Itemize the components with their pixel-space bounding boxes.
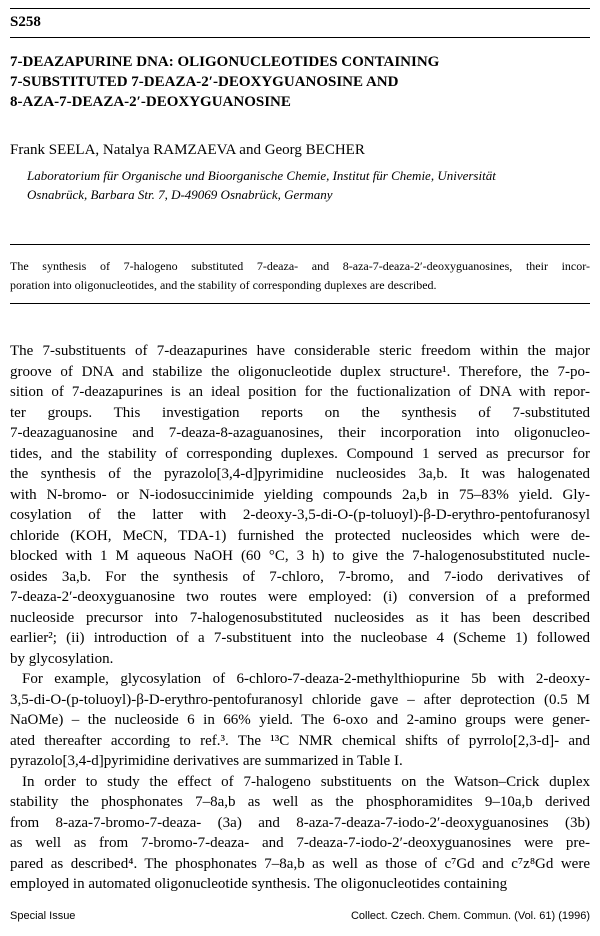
page-id: S258 [10,14,41,30]
body-line: For example, glycosylation of 6-chloro-7-deaza-2-methylthiopurine 5b with 2-deoxy- [22,671,590,687]
title-line: 7-SUBSTITUTED 7-DEAZA-2′-DEOXYGUANOSINE AND [10,74,399,90]
body-line: by glycosylation. [10,650,114,667]
abstract [10,257,590,295]
title-line: 7-DEAZAPURINE DNA: OLIGONUCLEOTIDES CONTAINING [10,54,440,70]
body-line: groove of DNA and stabilize the oligonucleotide duplex structure¹. Therefore, the 7-po- [10,363,590,380]
article-title [10,52,590,112]
footer-citation: Collect. Czech. Chem. Commun. (Vol. 61) (1996) [350,910,590,922]
body-line: chloride (KOH, MeCN, TDA-1) furnished the protected nucleosides which were de- [10,527,590,544]
body-line: ated thereafter according to ref.³. The ¹³C NMR chemical shifts of pyrrolo[2,3-d]- and [10,732,590,749]
authors: Frank SEELA, Natalya RAMZAEVA and Georg BECHER [10,142,365,158]
header-rule [10,37,590,38]
body-line: ter groups. This investigation reports on the synthesis of 7-substituted [10,404,590,421]
abstract-line: The synthesis of 7-halogeno substituted 7-deaza- and 8-aza-7-deaza-2′-deoxyguanosines, their incor- [10,259,590,273]
body-line: earlier²; (ii) introduction of a 7-substituent into the nucleobase 4 (Scheme 1) followed [10,630,590,646]
page [10,0,590,936]
affiliation-line: Laboratorium für Organische und Bioorganische Chemie, Institut für Chemie, Universität [27,168,496,183]
body-line: 7-deazaguanosine and 7-deaza-8-azaguanosines, their incorporation into oligonucleo- [10,425,590,441]
body-line: 3,5-di-O-(p-toluoyl)-β-D-erythro-pentofuranosyl chloride gave – after deprotection (0.5 M [10,691,590,708]
body-line: osides 3a,b. For the synthesis of 7-chloro, 7-bromo, and 7-iodo derivatives of [10,568,590,585]
body-line: as well as from 7-bromo-7-deaza- and 7-deaza-7-iodo-2′-deoxyguanosines were pre- [10,835,590,851]
abstract-bottom-rule [10,303,590,304]
body-line: the synthesis of the pyrazolo[3,4-d]pyrimidine nucleosides 3a,b. It was halogenated [10,466,590,482]
body-line: The 7-substituents of 7-deazapurines have considerable steric freedom within the major [10,343,590,359]
body-line: 7-deaza-2′-deoxyguanosine two routes were employed: (i) conversion of a preformed [10,589,590,605]
body-line: tides, and the stability of corresponding duplexes. Compound 1 served as precursor for [10,445,590,462]
body-line: with N-bromo- or N-iodosuccinimide yielding compounds 2a,b in 75–83% yield. Gly- [10,486,590,503]
body-line: blocked with 1 M aqueous NaOH (60 °C, 3 h) to give the 7-halogenosubstituted nucle- [10,548,590,564]
title-line: 8-AZA-7-DEAZA-2′-DEOXYGUANOSINE [10,94,291,110]
body-line: employed in automated oligonucleotide synthesis. The oligonucleotides containing [10,876,508,892]
abstract-line: poration into oligonucleotides, and the stability of corresponding duplexes are described. [10,278,437,292]
footer-journal-section: Special Issue [10,910,76,922]
body-line: stability the phosphonates 7–8a,b as well as the phosphoramidites 9–10a,b derived [10,794,590,810]
body-line: cosylation of the latter with 2-deoxy-3,5-di-O-(p-toluoyl)-β-D-erythro-pentofuranosyl [10,507,590,523]
body-text [10,341,590,895]
body-line: from 8-aza-7-bromo-7-deaza- (3a) and 8-aza-7-deaza-7-iodo-2′-deoxyguanosines (3b) [10,814,590,831]
body-line: In order to study the effect of 7-halogeno substituents on the Watson–Crick duplex [22,773,590,790]
body-line: pared as described⁴. The phosphonates 7–8a,b as well as those of c⁷Gd and c⁷z⁸Gd were [10,855,590,872]
body-line: pyrazolo[3,4-d]pyrimidine derivatives are summarized in Table I. [10,753,403,769]
body-line: sition of 7-deazapurines is an ideal position for the fuctionalization of DNA with repor- [10,384,590,400]
top-rule [10,8,590,9]
affiliation [27,166,496,204]
body-line: nucleoside precursor into 7-halogenosubstituted nucleosides as it has been described [10,609,590,626]
affiliation-line: Osnabrück, Barbara Str. 7, D-49069 Osnabrück, Germany [27,187,333,202]
body-line: NaOMe) – the nucleoside 6 in 66% yield. The 6-oxo and 2-amino groups were gener- [10,712,590,728]
abstract-top-rule [10,244,590,245]
